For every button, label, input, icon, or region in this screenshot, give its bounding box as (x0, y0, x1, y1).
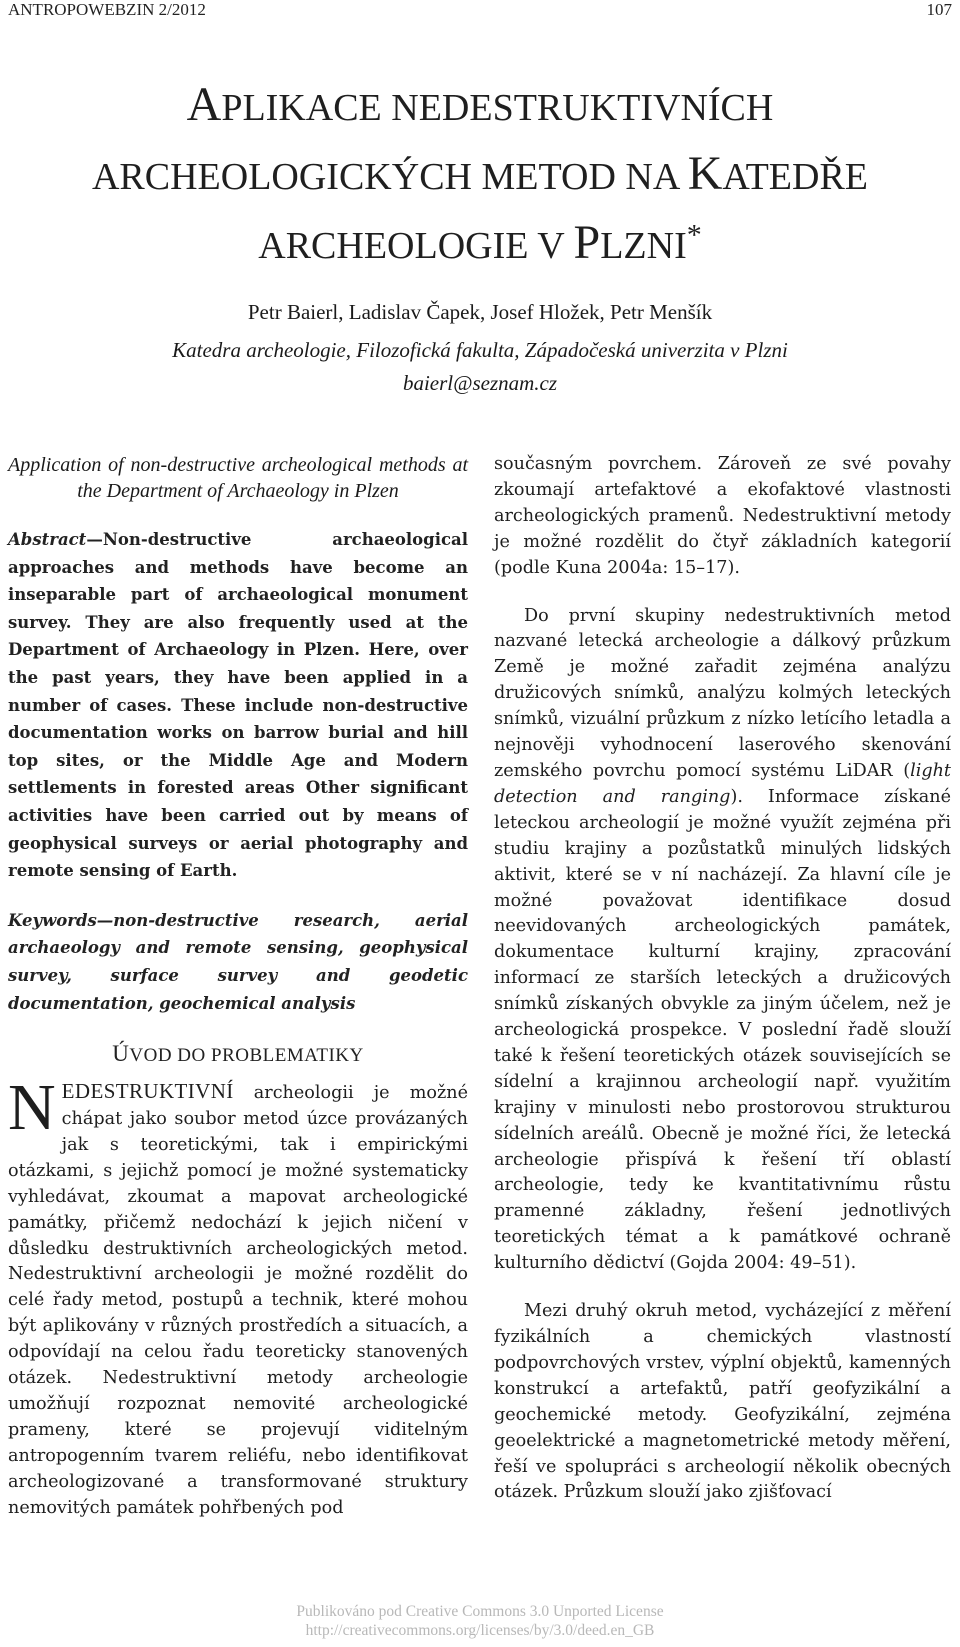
section-heading-initial: Ú (112, 1041, 130, 1067)
intro-paragraph (8, 1071, 468, 1521)
title-line-1-rest: PLIKACE NEDESTRUKTIVNÍCH (221, 87, 774, 129)
author-email[interactable]: baierl@seznam.cz (402, 371, 558, 395)
keywords: Keywords—non-destructive research, aerial archaeology and remote sensing, geophysical survey, surface survey and geodetic documentation, geochemical analysis (8, 910, 468, 1013)
lidar-expansion: light detection and ranging (494, 760, 951, 807)
right-column (494, 452, 951, 1506)
left-column (8, 452, 468, 1522)
title-initial-a: A (186, 78, 222, 131)
title-line-3-start: ARCHEOLOGIE V (258, 225, 574, 267)
title-line-3 (0, 210, 960, 279)
running-header (8, 0, 952, 22)
section-heading (8, 1041, 468, 1067)
title-footnote-mark: * (686, 218, 702, 252)
title-line-3-rest: LZNI (600, 225, 687, 267)
author-list: Petr Baierl, Ladislav Čapek, Josef Hložek, Petr Menšík (247, 300, 713, 324)
license-footer (0, 1602, 960, 1640)
license-url[interactable]: http://creativecommons.org/licenses/by/3.0/deed.en_GB (305, 1622, 655, 1639)
abstract-label: Abstract (8, 530, 87, 549)
abstract (8, 526, 468, 885)
title-line-2-rest: ATEDŘE (722, 156, 869, 198)
drop-cap: N (8, 1071, 56, 1145)
page-number: 107 (926, 0, 952, 19)
journal-name: ANTROPOWEBZIN 2/2012 (8, 0, 206, 19)
right-paragraph-2-before: Do první skupiny nedestruktivních metod nazvané letecká archeologie a dálkový průzkum Země je možné zařadit zejména analýzu družicových snímků, analýzu kolmých leteckých snímků, vizuální průzkum z nízko letícího letadla a nejnověji vyhodnocení laserového skenování zemského povrchu pomocí systému LiDAR ( (494, 605, 951, 781)
author-affiliation: Katedra archeologie, Filozofická fakulta, Západočeská univerzita v Plzni (172, 338, 788, 362)
right-paragraph-2 (494, 604, 951, 1278)
title-line-1 (0, 72, 960, 141)
abstract-text: Non-destructive archaeological approaches and methods have become an inseparable part of archaeological monument survey. They are also frequently used at the Department of Archaeology in Plzen. Here, over the past years, they have been applied in a number of cases. These include non-destructive documentation works on barrow burial and hill top sites, or the Middle Age and Modern settlements in forested areas Other significant activities have been carried out by means of geophysical surveys or aerial photography and remote sensing of Earth. (8, 530, 468, 881)
intro-lead: EDESTRUKTIVNÍ (61, 1079, 234, 1104)
intro-text: archeologii je možné chápat jako soubor metod úzce provázaných jak s teoretickými, tak i empirickými otázkami, s jejichž pomocí je možné systematicky vyhledávat, zkoumat a mapovat archeologické památky, přičemž nedochází k jejich ničení v důsledku destruktivních archeologických metod. Nedestruktivní archeologii je možné rozdělit do celé řady metod, postupů a technik, které mohou být aplikovány v různých prostředích a situacích, a odpovídají na celou řadu teoreticky stanovených otázek. Nedestruktivní metody archeologie umožňují rozpoznat nemovité archeologické prameny, které se projevují viditelným antropogenním tvarem reliéfu, nebo identifikovat archeologizované a transformované struktury nemovitých památek pohřbených pod (8, 1083, 468, 1518)
section-heading-rest: VOD DO PROBLEMATIKY (129, 1045, 364, 1067)
abstract-dash: — (86, 530, 103, 549)
title-initial-p: P (573, 216, 601, 269)
title-line-2 (0, 141, 960, 210)
right-paragraph-2-after: ). Informace získané leteckou archeologií je možné využít zejména při studiu krajiny a pozůstatků minulých lidských aktivit, které se v ní nacházejí. Za hlavní cíle je možné považovat identifikace dosud neevidovaných archeologických památek, dokumentace kulturní krajiny, zpracování informací ze starších leteckých a družicových snímků získaných obvykle za jiným účelem, než je archeologická prospekce. V poslední řadě slouží také k řešení teoretických otázek souvisejících se sídelní a krajinnou archeologií např. využitím krajiny v minulosti nebo prostorovou strukturou sídelních areálů. Obecně je možné říci, že letecká archeologie přispívá k řešení tří oblastí archeologie, tedy ke kvantitativnímu růstu pramenné základny, řešení jednotlivých teoretických témat a k památkové ochraně kulturního dědictví (Gojda 2004: 49–51). (494, 786, 951, 1274)
right-paragraph-3: Mezi druhý okruh metod, vycházející z měření fyzikálních a chemických vlastností podpovrchových vrstev, výplní objektů, kamenných konstrukcí a artefaktů, patří geofyzikální a geochemické metody. Geofyzikální, zejména geoelektrické a magnetometrické metody měření, řeší ve spolupráci s archeologií několik obecných otázek. Průzkum slouží jako zjišťovací (494, 1301, 951, 1503)
right-paragraph-1: současným povrchem. Zároveň ze své povahy zkoumají artefaktové a ekofaktové vlastnosti archeologických pramenů. Nedestruktivní metody je možné rozdělit do čtyř základních kategorií (podle Kuna 2004a: 15–17). (494, 454, 951, 578)
title-initial-k: K (687, 147, 723, 200)
article-title (0, 72, 960, 279)
english-title: Application of non-destructive archeological methods at the Department of Archaeology in Plzen (8, 454, 468, 502)
title-line-2-start: ARCHEOLOGICKÝCH METOD NA (91, 156, 688, 198)
license-text: Publikováno pod Creative Commons 3.0 Unported License (296, 1603, 664, 1620)
